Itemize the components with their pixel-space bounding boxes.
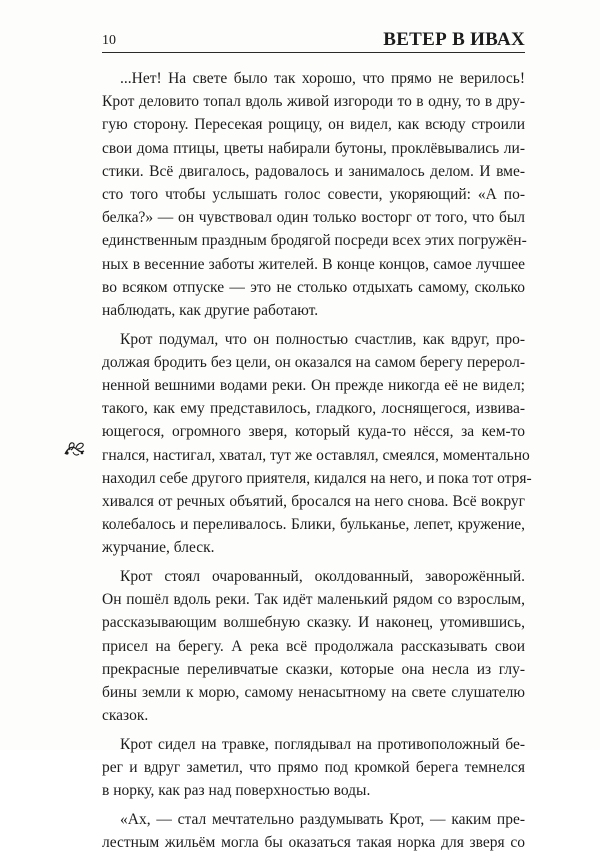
paragraph-2 [102, 328, 532, 560]
text-line: Крот стоял очарованный, околдованный, заворожённый. [120, 567, 525, 585]
text-line: сказок. [102, 707, 149, 725]
paragraph-3 [102, 565, 525, 727]
text-line: Он пошёл вдоль реки. Так идёт маленький рядом со взрослым, [102, 591, 525, 609]
text-line: наблюдать, как другие работают. [102, 301, 319, 319]
body-text [102, 67, 532, 854]
paragraph-5 [102, 808, 525, 854]
text-line: Крот подумал, что он полностью счастлив, как вдруг, про- [120, 330, 525, 348]
text-line: ющегося, огромного зверя, который куда-то нёсся, за кем-то [102, 423, 525, 441]
text-line: присел на берегу. А река всё продолжала рассказывать свои [102, 637, 525, 655]
text-line: хивался от речных объятий, бросался на него снова. Всё вокруг [102, 492, 525, 510]
text-line: бины земли к морю, самому ненасытному на свете слушателю [102, 683, 525, 701]
text-line: свои дома птицы, цветы набирали бутоны, проклёвывались ли- [102, 139, 525, 157]
text-line: должая бродить без цели, он оказался на самом берегу переpол- [102, 353, 525, 371]
text-line: журчание, блеск. [102, 539, 215, 557]
text-line: лестным жильём могла бы оказаться такая норка для зверя со [102, 834, 525, 851]
text-line: рег и вдруг заметил, что прямо под кромкой берега темнелся [102, 758, 525, 776]
paragraph-1 [102, 67, 525, 322]
paragraph-4 [102, 733, 525, 803]
text-line: Крот деловито топал вдоль живой изгороди то в одну, то в дру- [102, 93, 525, 111]
floral-ornament-icon [62, 438, 88, 458]
text-line: рассказывающим волшебную сказку. И наконец, утомившись, [102, 614, 525, 632]
text-line: «Ах, — стал мечтательно раздумывать Крот, — каким пре- [120, 810, 525, 828]
text-line: во всяком отпуске — это не столько отдыхать самому, сколько [102, 278, 525, 296]
text-line: единственным праздным бродягой посреди всех этих погружён- [102, 232, 527, 250]
text-line: ных в весенние заботы жителей. В конце концов, самое лучшее [102, 255, 525, 273]
text-line: колебалось и переливалось. Блики, бульканье, лепет, кружение, [102, 516, 525, 534]
page-number: 10 [102, 33, 116, 48]
text-line: гнался, настигал, хватал, тут же оставлял, смеялся, моментально [102, 446, 530, 464]
running-title: ВЕТЕР В ИВАХ [383, 29, 525, 50]
text-line: такого, как ему представилось, гладкого, лоснящегося, извива- [102, 400, 525, 418]
text-line: прекрасные переливчатые сказки, которые она несла из глу- [102, 660, 525, 678]
text-line: ненной вешними водами реки. Он прежде никогда её не видел; [102, 376, 525, 394]
text-line: ...Нет! На свете было так хорошо, что прямо не верилось! [120, 70, 525, 87]
text-line: белка?» — он чувствовал один только восторг от того, что был [102, 209, 525, 227]
text-line: в норку, как раз над поверхностью воды. [102, 782, 371, 800]
text-line: Крот сидел на травке, поглядывал на противоположный бе- [120, 735, 525, 753]
text-line: сто того чтобы услышать голос совести, укоряющий: «А по- [102, 185, 525, 203]
text-line: стики. Всё двигалось, радовалось и занималось делом. И вме- [102, 162, 525, 180]
text-line: гую сторону. Пересекая рощицу, он видел, как всюду строили [102, 116, 525, 134]
text-line: находил себе другого приятеля, кидался на него, и пока тот отря- [102, 469, 532, 487]
page-header [102, 28, 525, 53]
